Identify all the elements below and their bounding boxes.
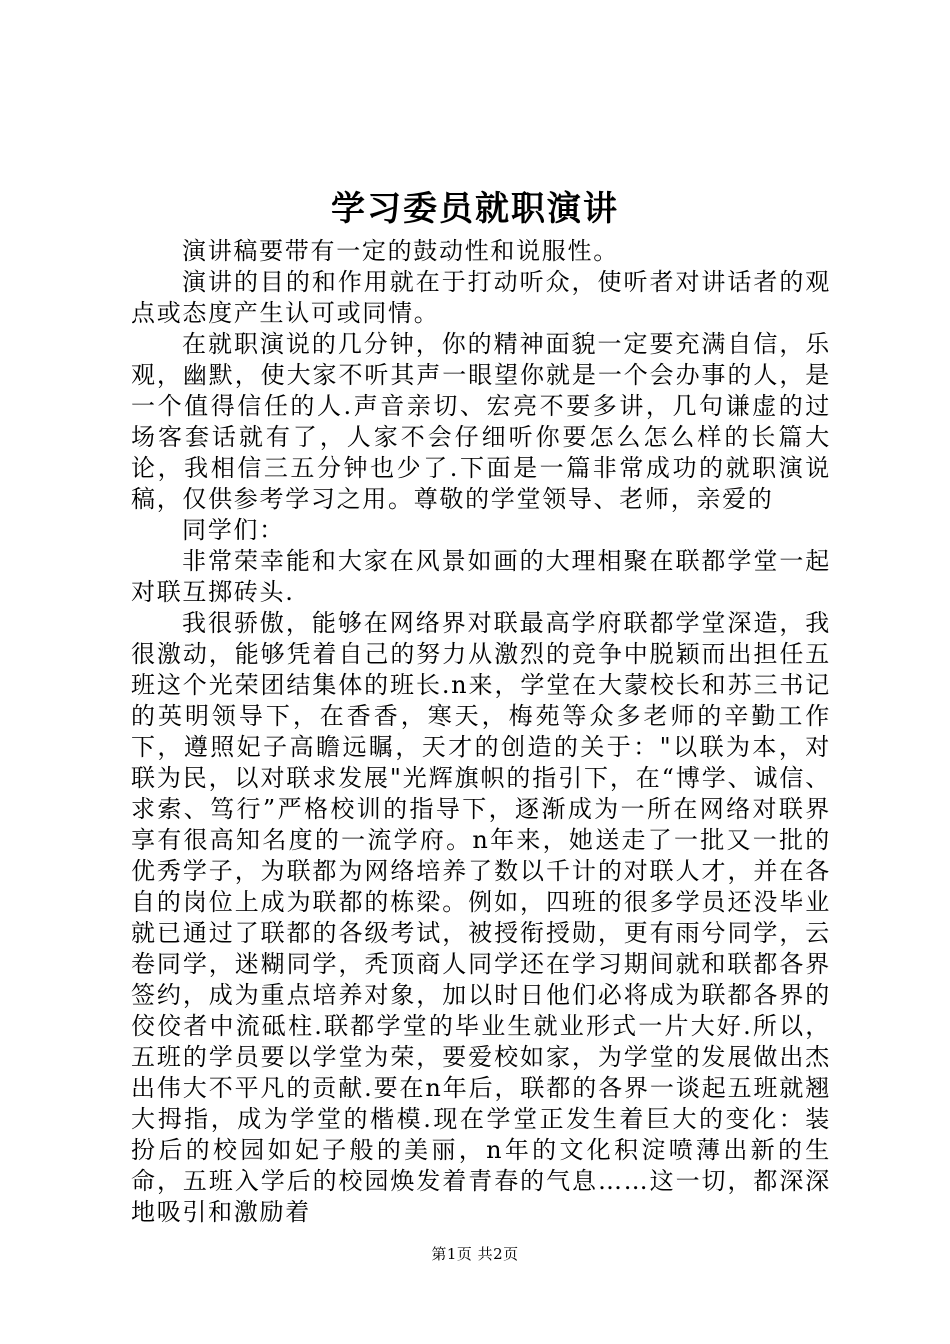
paragraph: 演讲的目的和作用就在于打动听众，使听者对讲话者的观点或态度产生认可或同情。 [131, 268, 831, 327]
paragraph: 在就职演说的几分钟，你的精神面貌一定要充满自信，乐观，幽默，使大家不听其声一眼望你就是一个会办事的人，是一个值得信任的人.声音亲切、宏亮不要多讲，几句谦虚的过场客套话就有了，人家不会仔细听你要怎么怎么样的长篇大论，我相信三五分钟也少了.下面是一篇非常成功的就职演说稿，仅供参考学习之用。尊敬的学堂领导、老师，亲爱的 [131, 330, 831, 513]
paragraph: 同学们： [182, 516, 285, 544]
document-body [131, 236, 831, 1228]
paragraph: 非常荣幸能和大家在风景如画的大理相聚在联都学堂一起对联互掷砖头. [131, 547, 831, 606]
paragraph: 我很骄傲，能够在网络界对联最高学府联都学堂深造，我很激动，能够凭着自己的努力从激烈的竞争中脱颖而出担任五班这个光荣团结集体的班长.n来，学堂在大蒙校长和苏三书记的英明领导下，在香香，寒天，梅苑等众多老师的辛勤工作下，遵照妃子高瞻远瞩，天才的创造的关于："以联为本，对联为民，以对联求发展"光辉旗帜的指引下，在“博学、诚信、求索、笃行”严格校训的指导下，逐渐成为一所在网络对联界享有很高知名度的一流学府。n年来，她送走了一批又一批的优秀学子，为联都为网络培养了数以千计的对联人才，并在各自的岗位上成为联都的栋梁。例如，四班的很多学员还没毕业就已通过了联都的各级考试，被授衔授勋，更有雨兮同学，云卷同学，迷糊同学，秃顶商人同学还在学习期间就和联都各界签约，成为重点培养对象，加以时日他们必将成为联都各界的佼佼者中流砥柱.联都学堂的毕业生就业形式一片大好.所以，五班的学员要以学堂为荣，要爱校如家，为学堂的发展做出杰出伟大不平凡的贡献.要在n年后，联都的各界一谈起五班就翘大拇指，成为学堂的楷模.现在学堂正发生着巨大的变化：装扮后的校园如妃子般的美丽，n年的文化积淀喷薄出新的生命，五班入学后的校园焕发着青春的气息……这一切，都深深地吸引和激励着 [131, 609, 831, 1226]
page-footer: 第1页 共2页 [431, 1245, 519, 1263]
document-title: 学习委员就职演讲 [331, 189, 619, 229]
paragraph: 演讲稿要带有一定的鼓动性和说服性。 [182, 237, 619, 265]
